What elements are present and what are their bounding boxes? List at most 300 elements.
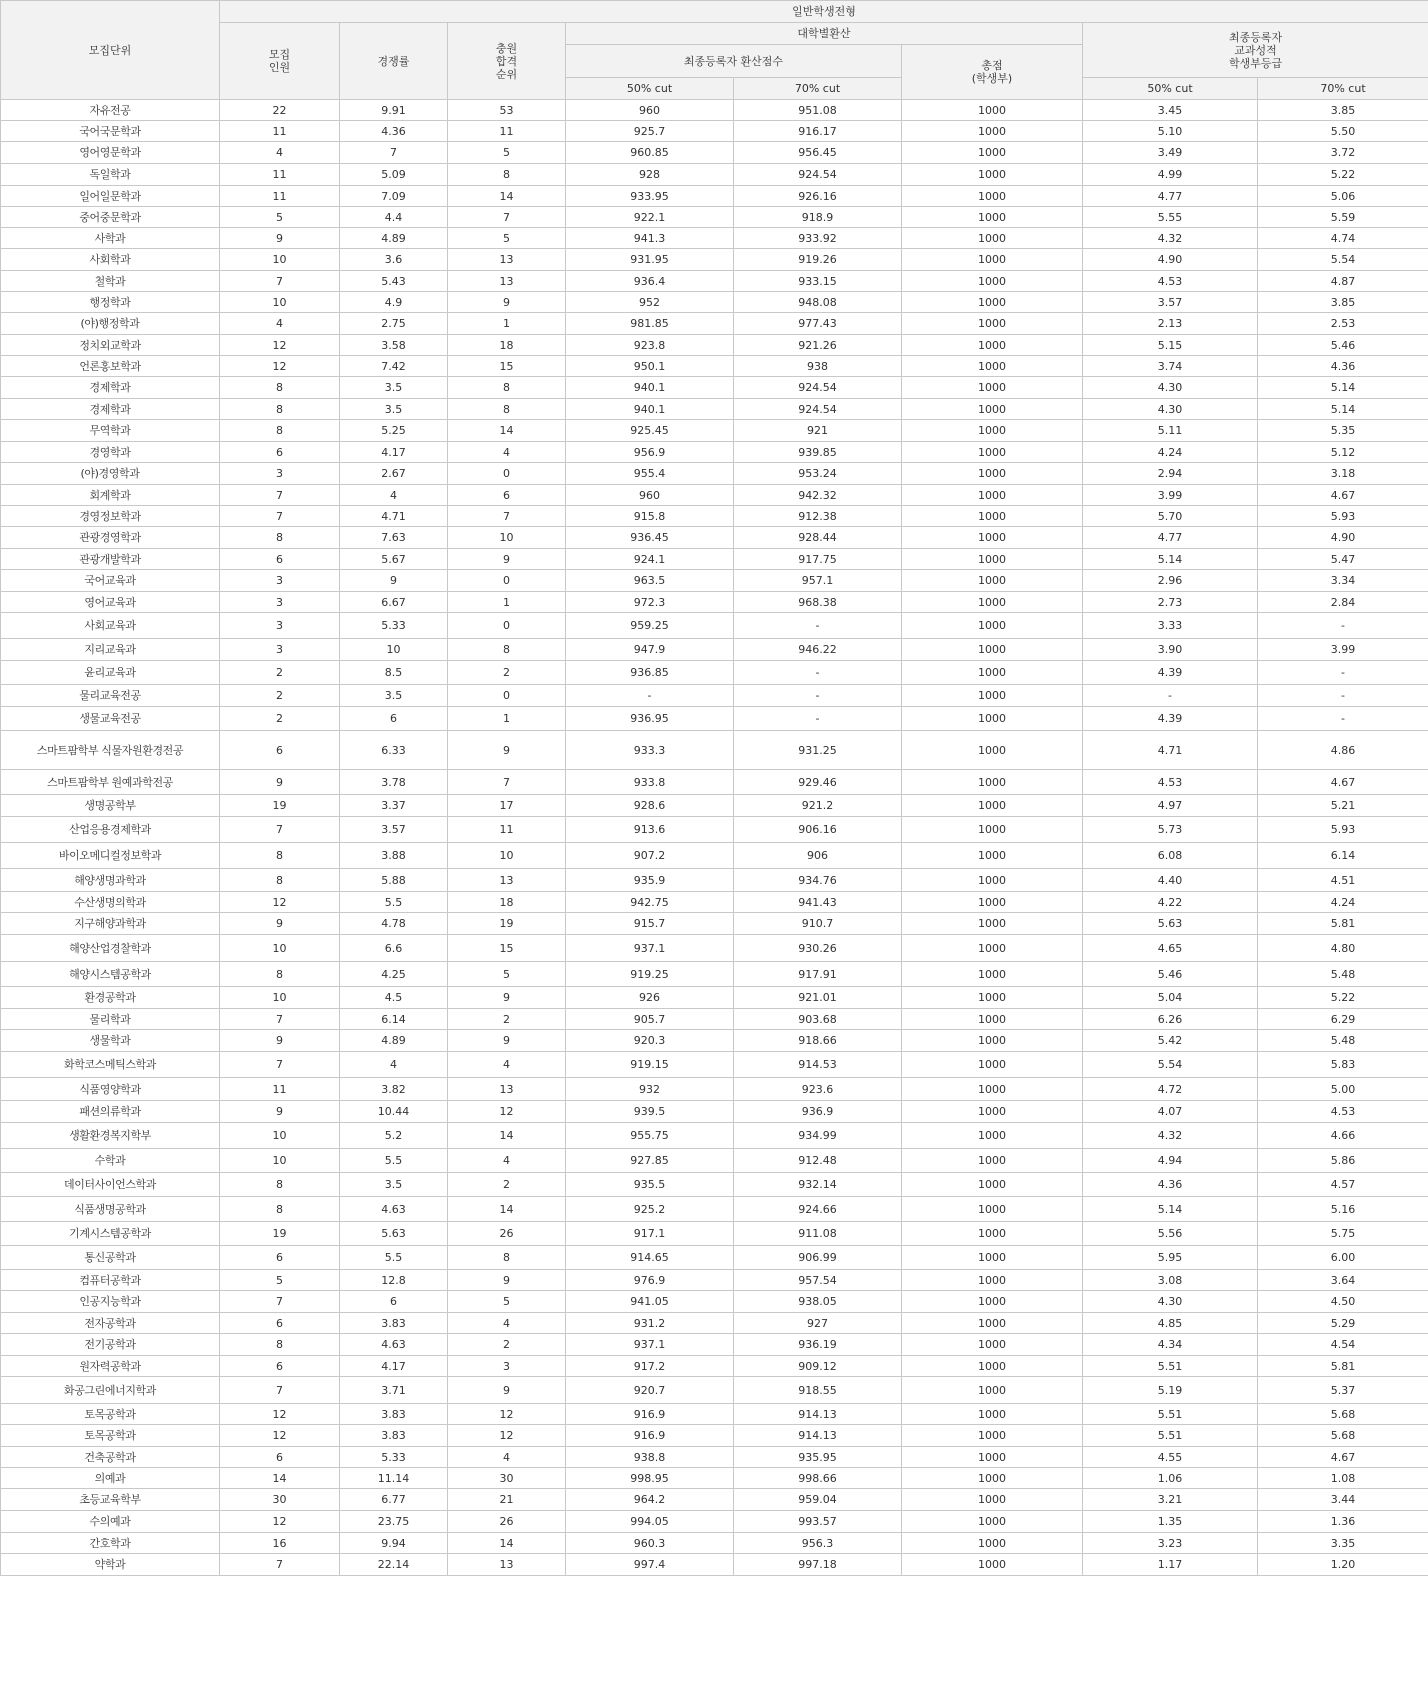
cell-cut50: 915.8 [566,506,734,527]
cell-quota: 3 [220,570,340,592]
cell-waitlist: 14 [448,420,566,442]
cell-total: 1000 [902,292,1083,313]
cell-quota: 8 [220,869,340,892]
cell-total: 1000 [902,1270,1083,1291]
cell-total: 1000 [902,1377,1083,1404]
cell-grade-cut50: 4.90 [1083,249,1258,271]
cell-total: 1000 [902,892,1083,913]
cell-quota: 7 [220,1009,340,1030]
cell-grade-cut70: 3.72 [1258,142,1428,164]
cell-waitlist: 12 [448,1404,566,1425]
cell-competition: 3.5 [340,399,448,420]
header-grade-line2: 교과성적 [1234,43,1277,57]
header-waitlist-line3: 순위 [495,67,518,81]
cell-waitlist: 1 [448,707,566,731]
cell-waitlist: 7 [448,770,566,795]
header-quota-line1: 모집 [268,48,291,61]
cell-grade-cut70: 4.80 [1258,935,1428,962]
cell-waitlist: 18 [448,335,566,356]
cell-total: 1000 [902,485,1083,506]
cell-total: 1000 [902,869,1083,892]
cell-competition: 4.89 [340,1030,448,1052]
cell-total: 1000 [902,913,1083,935]
cell-grade-cut50: 5.70 [1083,506,1258,527]
cell-total: 1000 [902,1101,1083,1123]
cell-competition: 3.78 [340,770,448,795]
cell-competition: 7.09 [340,186,448,207]
cell-competition: 7.63 [340,527,448,549]
header-quota [220,23,340,100]
cell-total: 1000 [902,1554,1083,1576]
cell-competition: 4 [340,485,448,506]
cell-grade-cut50: 3.57 [1083,292,1258,313]
cell-cut50: 960.85 [566,142,734,164]
cell-grade-cut50: 6.08 [1083,843,1258,869]
cell-waitlist: 0 [448,463,566,485]
cell-waitlist: 13 [448,869,566,892]
table-body [1,100,1428,1576]
cell-competition: 6.14 [340,1009,448,1030]
cell-quota: 10 [220,1123,340,1149]
cell-cut70: 921.2 [734,795,902,817]
table-row [1,121,1428,142]
cell-grade-cut50: 2.94 [1083,463,1258,485]
cell-quota: 6 [220,1246,340,1270]
cell-total: 1000 [902,817,1083,843]
cell-competition: 7.42 [340,356,448,377]
cell-competition: 3.83 [340,1404,448,1425]
cell-grade-cut50: 3.23 [1083,1533,1258,1554]
cell-competition: 9.91 [340,100,448,121]
cell-quota: 6 [220,1313,340,1334]
cell-quota: 7 [220,271,340,292]
cell-total: 1000 [902,1425,1083,1447]
cell-grade-cut50: 4.99 [1083,164,1258,186]
cell-grade-cut70: 5.93 [1258,506,1428,527]
cell-cut50: 955.4 [566,463,734,485]
cell-unit: (야)행정학과 [1,313,220,335]
cell-competition: 4.9 [340,292,448,313]
cell-cut50: 916.9 [566,1404,734,1425]
cell-grade-cut70: 5.14 [1258,377,1428,399]
cell-grade-cut70: 3.44 [1258,1489,1428,1511]
cell-cut50: 997.4 [566,1554,734,1576]
table-row [1,1123,1428,1149]
cell-grade-cut50: 5.10 [1083,121,1258,142]
cell-cut50: 950.1 [566,356,734,377]
cell-unit: 의예과 [1,1468,220,1489]
cell-unit: 해양생명과학과 [1,869,220,892]
cell-competition: 10 [340,639,448,661]
cell-cut70: 931.25 [734,731,902,770]
cell-cut50: 963.5 [566,570,734,592]
cell-quota: 9 [220,1101,340,1123]
cell-competition: 6 [340,707,448,731]
cell-grade-cut50: 5.73 [1083,817,1258,843]
cell-cut70: 932.14 [734,1173,902,1197]
cell-cut50: 955.75 [566,1123,734,1149]
cell-unit: 지구해양과학과 [1,913,220,935]
cell-cut50: 937.1 [566,1334,734,1356]
cell-grade-cut50: 3.99 [1083,485,1258,506]
cell-unit: 약학과 [1,1554,220,1576]
cell-cut70: 968.38 [734,592,902,613]
cell-unit: 산업응용경제학과 [1,817,220,843]
cell-grade-cut70: 5.75 [1258,1222,1428,1246]
cell-cut50: 915.7 [566,913,734,935]
cell-competition: 5.33 [340,613,448,639]
cell-cut70: 921.01 [734,987,902,1009]
cell-competition: 5.25 [340,420,448,442]
cell-cut70: 914.13 [734,1404,902,1425]
cell-grade-cut70: 4.74 [1258,228,1428,249]
cell-unit: 경제학과 [1,399,220,420]
cell-quota: 8 [220,527,340,549]
cell-quota: 11 [220,164,340,186]
cell-quota: 7 [220,506,340,527]
cell-quota: 7 [220,1052,340,1078]
cell-cut70: - [734,613,902,639]
table-row [1,1334,1428,1356]
cell-unit: 회계학과 [1,485,220,506]
cell-grade-cut70: 4.67 [1258,1447,1428,1468]
cell-grade-cut50: 5.95 [1083,1246,1258,1270]
cell-unit: 전기공학과 [1,1334,220,1356]
cell-cut50: 947.9 [566,639,734,661]
table-row [1,1489,1428,1511]
cell-cut70: 918.9 [734,207,902,228]
cell-total: 1000 [902,1447,1083,1468]
cell-cut70: 941.43 [734,892,902,913]
cell-waitlist: 5 [448,228,566,249]
cell-cut70: 924.66 [734,1197,902,1222]
cell-total: 1000 [902,707,1083,731]
table-row [1,1078,1428,1101]
cell-competition: 12.8 [340,1270,448,1291]
cell-unit: 스마트팜학부 식물자원환경전공 [1,731,220,770]
cell-unit: 건축공학과 [1,1447,220,1468]
cell-cut70: 924.54 [734,399,902,420]
cell-total: 1000 [902,1246,1083,1270]
cell-cut70: 923.6 [734,1078,902,1101]
cell-cut50: 940.1 [566,377,734,399]
cell-cut70: 934.76 [734,869,902,892]
cell-waitlist: 21 [448,1489,566,1511]
cell-waitlist: 9 [448,987,566,1009]
table-row [1,100,1428,121]
cell-total: 1000 [902,639,1083,661]
cell-cut50: 964.2 [566,1489,734,1511]
cell-quota: 12 [220,1425,340,1447]
cell-waitlist: 9 [448,731,566,770]
cell-waitlist: 14 [448,1123,566,1149]
cell-cut70: 946.22 [734,639,902,661]
table-row [1,1377,1428,1404]
cell-cut70: 927 [734,1313,902,1334]
cell-grade-cut70: 4.53 [1258,1101,1428,1123]
cell-grade-cut70: 4.67 [1258,485,1428,506]
cell-cut50: 920.7 [566,1377,734,1404]
cell-grade-cut50: 5.54 [1083,1052,1258,1078]
cell-grade-cut50: 5.51 [1083,1356,1258,1377]
cell-grade-cut70: 3.85 [1258,100,1428,121]
cell-waitlist: 10 [448,843,566,869]
cell-grade-cut50: 4.77 [1083,527,1258,549]
table-row [1,817,1428,843]
cell-total: 1000 [902,100,1083,121]
cell-waitlist: 53 [448,100,566,121]
cell-cut50: 939.5 [566,1101,734,1123]
table-row [1,685,1428,707]
cell-cut50: 914.65 [566,1246,734,1270]
cell-grade-cut50: 4.55 [1083,1447,1258,1468]
cell-waitlist: 1 [448,592,566,613]
cell-cut50: 935.5 [566,1173,734,1197]
cell-cut50: 960 [566,100,734,121]
cell-quota: 9 [220,913,340,935]
cell-waitlist: 4 [448,1052,566,1078]
cell-unit: 물리학과 [1,1009,220,1030]
cell-cut50: 933.95 [566,186,734,207]
cell-total: 1000 [902,1009,1083,1030]
cell-total: 1000 [902,731,1083,770]
cell-cut70: 933.15 [734,271,902,292]
table-row [1,1404,1428,1425]
cell-unit: 영어교육과 [1,592,220,613]
cell-competition: 5.5 [340,1149,448,1173]
cell-grade-cut70: 5.83 [1258,1052,1428,1078]
cell-waitlist: 13 [448,1554,566,1576]
cell-grade-cut50: 1.06 [1083,1468,1258,1489]
cell-cut70: 917.91 [734,962,902,987]
cell-unit: 중어중문학과 [1,207,220,228]
cell-quota: 7 [220,485,340,506]
cell-cut50: 976.9 [566,1270,734,1291]
cell-competition: 4.63 [340,1334,448,1356]
cell-grade-cut50: 5.63 [1083,913,1258,935]
cell-waitlist: 9 [448,1377,566,1404]
cell-quota: 8 [220,1334,340,1356]
cell-quota: 4 [220,142,340,164]
header-grade-cut70: 70% cut [1258,78,1428,100]
cell-unit: 언론홍보학과 [1,356,220,377]
cell-grade-cut70: 2.84 [1258,592,1428,613]
cell-grade-cut50: 4.30 [1083,1291,1258,1313]
cell-waitlist: 5 [448,1291,566,1313]
cell-competition: 10.44 [340,1101,448,1123]
table-row [1,592,1428,613]
cell-cut50: 926 [566,987,734,1009]
cell-cut70: 910.7 [734,913,902,935]
cell-grade-cut50: 2.96 [1083,570,1258,592]
table-row [1,1197,1428,1222]
table-row [1,1447,1428,1468]
cell-quota: 10 [220,1149,340,1173]
cell-total: 1000 [902,1123,1083,1149]
cell-grade-cut70: 4.66 [1258,1123,1428,1149]
table-row [1,1425,1428,1447]
cell-grade-cut70: 4.51 [1258,869,1428,892]
cell-quota: 8 [220,399,340,420]
table-row [1,661,1428,685]
cell-cut70: 998.66 [734,1468,902,1489]
cell-grade-cut50: 4.32 [1083,1123,1258,1149]
cell-cut70: 928.44 [734,527,902,549]
cell-cut50: 917.2 [566,1356,734,1377]
header-competition: 경쟁률 [340,23,448,100]
cell-unit: 사회학과 [1,249,220,271]
cell-total: 1000 [902,685,1083,707]
cell-grade-cut70: 1.08 [1258,1468,1428,1489]
cell-unit: 경영학과 [1,442,220,463]
table-row [1,271,1428,292]
table-row [1,1291,1428,1313]
cell-unit: 토목공학과 [1,1425,220,1447]
cell-waitlist: 30 [448,1468,566,1489]
cell-total: 1000 [902,442,1083,463]
cell-quota: 3 [220,463,340,485]
cell-waitlist: 17 [448,795,566,817]
cell-quota: 6 [220,1447,340,1468]
cell-total: 1000 [902,1078,1083,1101]
cell-grade-cut50: 4.24 [1083,442,1258,463]
cell-waitlist: 9 [448,1030,566,1052]
cell-cut70: 936.19 [734,1334,902,1356]
cell-quota: 8 [220,843,340,869]
cell-quota: 22 [220,100,340,121]
cell-waitlist: 14 [448,1197,566,1222]
cell-cut50: 937.1 [566,935,734,962]
table-row [1,1101,1428,1123]
table-row [1,1554,1428,1576]
cell-cut50: 936.4 [566,271,734,292]
table-row [1,1313,1428,1334]
cell-cut50: 956.9 [566,442,734,463]
cell-unit: 관광개발학과 [1,549,220,570]
table-row [1,1246,1428,1270]
cell-cut70: 956.45 [734,142,902,164]
table-row [1,639,1428,661]
cell-cut70: 912.38 [734,506,902,527]
table-row [1,399,1428,420]
header-cut50: 50% cut [566,78,734,100]
cell-competition: 3.58 [340,335,448,356]
cell-cut70: 957.1 [734,570,902,592]
cell-unit: 국어국문학과 [1,121,220,142]
cell-total: 1000 [902,1052,1083,1078]
cell-total: 1000 [902,249,1083,271]
cell-unit: 바이오메디컬정보학과 [1,843,220,869]
table-row [1,485,1428,506]
table-row [1,987,1428,1009]
cell-waitlist: 8 [448,399,566,420]
cell-competition: 3.37 [340,795,448,817]
cell-competition: 3.83 [340,1313,448,1334]
cell-competition: 3.71 [340,1377,448,1404]
cell-unit: 철학과 [1,271,220,292]
header-quota-line2: 인원 [268,61,291,74]
cell-total: 1000 [902,1334,1083,1356]
cell-unit: 사회교육과 [1,613,220,639]
cell-total: 1000 [902,770,1083,795]
cell-cut70: 906.16 [734,817,902,843]
cell-cut50: 941.05 [566,1291,734,1313]
cell-quota: 2 [220,685,340,707]
cell-grade-cut70: 5.12 [1258,442,1428,463]
cell-unit: 관광경영학과 [1,527,220,549]
cell-quota: 9 [220,770,340,795]
cell-quota: 19 [220,1222,340,1246]
cell-waitlist: 0 [448,570,566,592]
cell-cut70: 948.08 [734,292,902,313]
cell-cut50: 925.2 [566,1197,734,1222]
cell-quota: 19 [220,795,340,817]
cell-cut70: 977.43 [734,313,902,335]
cell-cut50: 923.8 [566,335,734,356]
cell-cut50: 936.85 [566,661,734,685]
cell-cut50: 924.1 [566,549,734,570]
cell-total: 1000 [902,987,1083,1009]
cell-total: 1000 [902,207,1083,228]
table-row [1,292,1428,313]
cell-grade-cut70: 5.47 [1258,549,1428,570]
cell-cut50: 928.6 [566,795,734,817]
cell-grade-cut70: 4.86 [1258,731,1428,770]
cell-unit: 간호학과 [1,1533,220,1554]
cell-waitlist: 26 [448,1222,566,1246]
cell-competition: 6 [340,1291,448,1313]
cell-grade-cut70: 5.50 [1258,121,1428,142]
cell-unit: (야)경영학과 [1,463,220,485]
cell-unit: 식품생명공학과 [1,1197,220,1222]
cell-grade-cut70: - [1258,707,1428,731]
cell-total: 1000 [902,843,1083,869]
cell-grade-cut70: 5.37 [1258,1377,1428,1404]
cell-quota: 8 [220,1197,340,1222]
cell-unit: 생물교육전공 [1,707,220,731]
cell-waitlist: 3 [448,1356,566,1377]
cell-competition: 6.77 [340,1489,448,1511]
cell-cut70: 919.26 [734,249,902,271]
table-row [1,869,1428,892]
cell-cut70: 914.13 [734,1425,902,1447]
cell-grade-cut50: 5.42 [1083,1030,1258,1052]
cell-grade-cut70: 5.68 [1258,1404,1428,1425]
cell-waitlist: 12 [448,1425,566,1447]
table-row [1,506,1428,527]
cell-competition: 4.36 [340,121,448,142]
cell-grade-cut70: 1.36 [1258,1511,1428,1533]
cell-total: 1000 [902,1533,1083,1554]
cell-unit: 인공지능학과 [1,1291,220,1313]
cell-cut50: 935.9 [566,869,734,892]
header-waitlist [448,23,566,100]
cell-grade-cut70: 3.85 [1258,292,1428,313]
cell-competition: 3.57 [340,817,448,843]
cell-competition: 2.67 [340,463,448,485]
cell-total: 1000 [902,1489,1083,1511]
cell-competition: 5.67 [340,549,448,570]
cell-grade-cut50: 4.85 [1083,1313,1258,1334]
cell-grade-cut50: 4.40 [1083,869,1258,892]
cell-total: 1000 [902,1313,1083,1334]
cell-cut50: 919.15 [566,1052,734,1078]
cell-quota: 14 [220,1468,340,1489]
cell-quota: 3 [220,639,340,661]
cell-waitlist: 10 [448,527,566,549]
cell-unit: 수산생명의학과 [1,892,220,913]
cell-cut70: 933.92 [734,228,902,249]
